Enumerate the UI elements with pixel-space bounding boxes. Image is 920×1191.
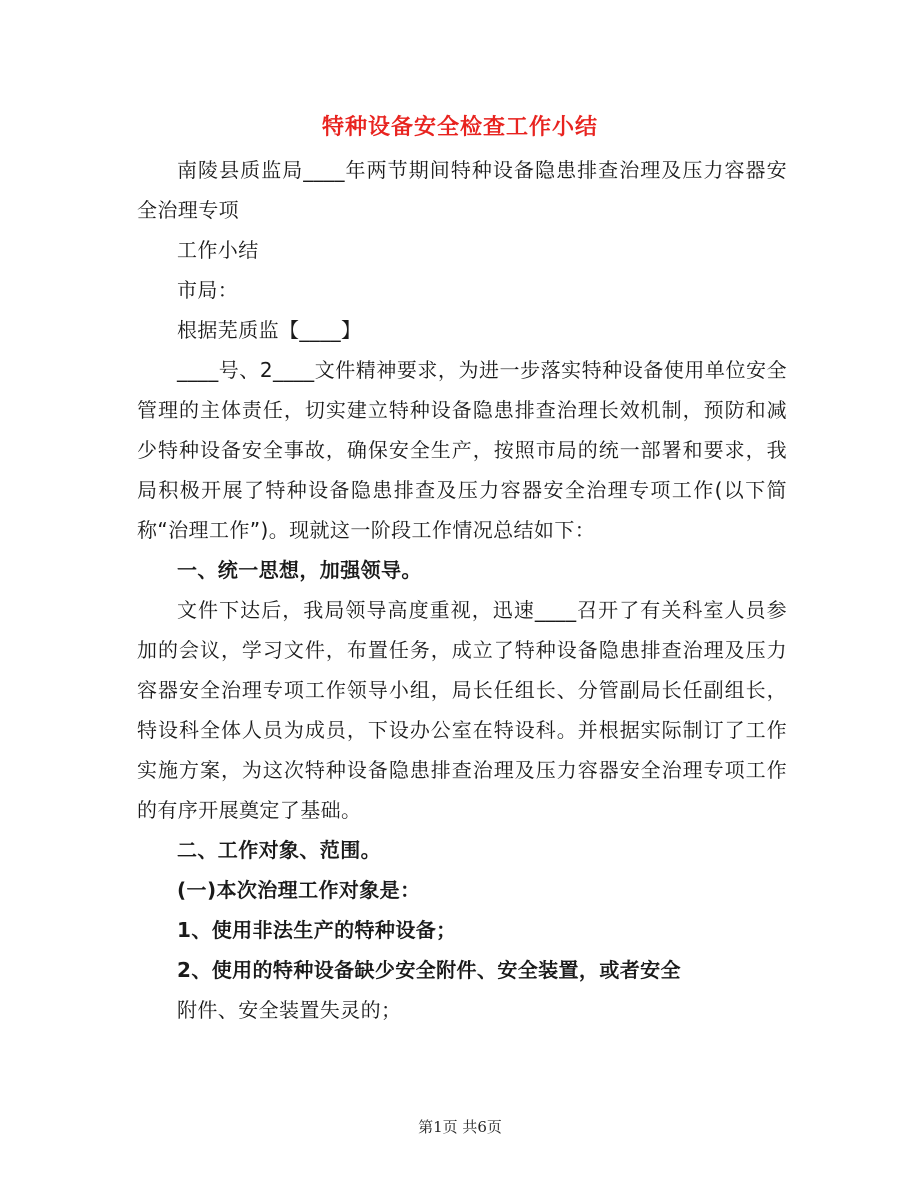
paragraph-salutation: 市局：: [177, 278, 239, 302]
paragraph-intro: 南陵县质监局____年两节期间特种设备隐患排查治理及压力容器安全治理专项: [137, 158, 787, 222]
heading-section-1: 一、统一思想，加强领导。: [177, 558, 422, 582]
page-footer: 第1页 共6页: [418, 1118, 502, 1136]
list-item-2-continued: 附件、安全装置失灵的；: [177, 998, 402, 1022]
list-item-1: 1、使用非法生产的特种设备；: [177, 918, 457, 942]
paragraph-reference: 根据芜质监【____】: [177, 318, 362, 342]
paragraph-section-1-body: 文件下达后，我局领导高度重视，迅速____召开了有关科室人员参加的会议，学习文件，布置任务，成立了特种设备隐患排查治理及压力容器安全治理专项工作领导小组，局长任组长、分管副局长任副组长，特设科全体人员为成员，下设办公室在特设科。并根据实际制订了工作实施方案，为这次特种设备隐患排查治理及压力容器安全治理专项工作的有序开展奠定了基础。: [137, 598, 787, 822]
list-item-2: 2、使用的特种设备缺少安全附件、安全装置，或者安全: [177, 958, 681, 982]
paragraph-subtitle: 工作小结: [177, 238, 259, 262]
document-title: 特种设备安全检查工作小结: [321, 115, 598, 140]
paragraph-overview: ____号、2____文件精神要求，为进一步落实特种设备使用单位安全管理的主体责任，切实建立特种设备隐患排查治理长效机制，预防和减少特种设备安全事故，确保安全生产，按照市局的统一部署和要求，我局积极开展了特种设备隐患排查及压力容器安全治理专项工作(以下简称“治理工作”)。现就这一阶段工作情况总结如下：: [137, 358, 787, 542]
heading-section-2: 二、工作对象、范围。: [177, 838, 381, 862]
heading-subsection-1: (一)本次治理工作对象是：: [177, 878, 421, 902]
document-body: [137, 150, 787, 1030]
